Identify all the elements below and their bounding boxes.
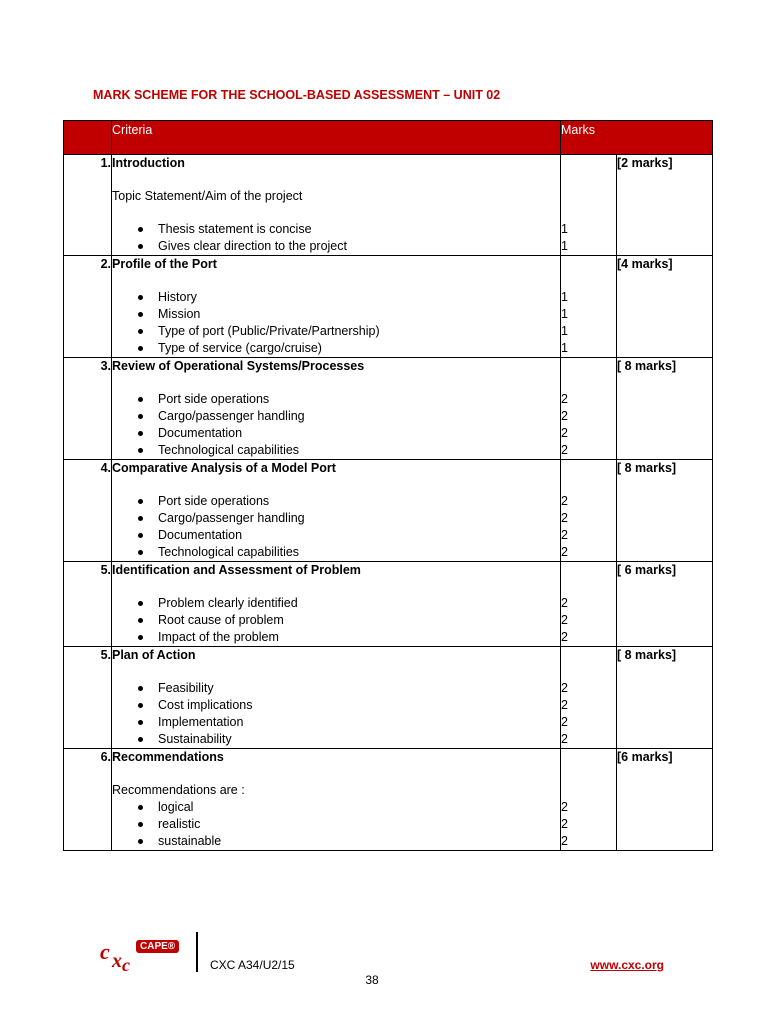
section-number: 1. [64,155,112,256]
section-total: [ 6 marks] [617,562,713,647]
spacer [112,205,560,221]
spacer [561,579,616,595]
list-item: Feasibility [112,680,560,697]
item-mark: 2 [561,545,568,559]
section-total: [ 8 marks] [617,358,713,460]
criteria-list [112,799,560,850]
spacer [112,172,560,188]
logo-glyph-c2: c [122,955,130,973]
table-row [64,256,713,358]
marks-spacer [561,782,616,799]
spacer [112,477,560,493]
item-mark: 2 [561,511,568,525]
logo-glyph-c: c [100,939,110,964]
section-total: [6 marks] [617,749,713,851]
criteria-cell [112,460,561,562]
item-mark: 1 [561,239,568,253]
marks-spacer [561,358,616,375]
table-row [64,460,713,562]
spacer [112,579,560,595]
spacer [561,375,616,391]
item-mark: 2 [561,800,568,814]
criteria-cell [112,562,561,647]
section-title: Plan of Action [112,648,196,662]
marks-spacer [561,647,616,664]
item-marks-cell [561,256,617,358]
item-mark: 2 [561,528,568,542]
list-item: Mission [112,306,560,323]
list-item: Technological capabilities [112,442,560,459]
table-row [64,749,713,851]
criteria-cell [112,647,561,749]
spacer [561,766,616,782]
list-item: Thesis statement is concise [112,221,560,238]
item-mark: 2 [561,409,568,423]
spacer [561,172,616,188]
item-mark: 2 [561,630,568,644]
document-code: CXC A34/U2/15 [210,958,295,972]
criteria-cell [112,358,561,460]
item-mark: 1 [561,324,568,338]
criteria-list [112,493,560,561]
list-item: History [112,289,560,306]
item-marks-cell [561,562,617,647]
item-mark: 2 [561,426,568,440]
criteria-cell [112,256,561,358]
list-item: Root cause of problem [112,612,560,629]
section-title: Recommendations [112,750,224,764]
item-mark: 2 [561,732,568,746]
list-item: Cargo/passenger handling [112,408,560,425]
item-mark: 2 [561,817,568,831]
marks-spacer [561,188,616,205]
item-marks-cell [561,647,617,749]
section-title: Introduction [112,156,185,170]
spacer [561,273,616,289]
section-title: Review of Operational Systems/Processes [112,359,365,373]
marks-spacer [561,562,616,579]
marks-spacer [561,256,616,273]
item-mark: 2 [561,613,568,627]
list-item: Problem clearly identified [112,595,560,612]
section-total: [ 8 marks] [617,460,713,562]
item-marks-cell [561,749,617,851]
criteria-list [112,391,560,459]
criteria-list [112,595,560,646]
list-item: Documentation [112,527,560,544]
table-row [64,562,713,647]
item-mark: 2 [561,715,568,729]
page-number: 38 [365,973,379,987]
item-mark: 1 [561,290,568,304]
item-mark: 2 [561,681,568,695]
item-mark: 1 [561,307,568,321]
item-mark: 2 [561,494,568,508]
website-link[interactable]: www.cxc.org [590,958,664,972]
section-subheading: Topic Statement/Aim of the project [112,189,303,203]
document-title: MARK SCHEME FOR THE SCHOOL-BASED ASSESSMENT – UNIT 02 [93,88,501,102]
criteria-list [112,289,560,357]
criteria-list [112,221,560,255]
spacer [561,477,616,493]
item-mark: 2 [561,596,568,610]
criteria-cell [112,155,561,256]
section-total: [4 marks] [617,256,713,358]
list-item: Documentation [112,425,560,442]
criteria-list [112,680,560,748]
item-mark: 2 [561,392,568,406]
header-marks: Marks [561,121,713,155]
list-item: Technological capabilities [112,544,560,561]
cxc-logo-icon [100,933,200,973]
list-item: sustainable [112,833,560,850]
item-mark: 1 [561,222,568,236]
table-header-row [64,121,713,155]
spacer [112,664,560,680]
table-row [64,155,713,256]
list-item: realistic [112,816,560,833]
section-total: [2 marks] [617,155,713,256]
marks-spacer [561,155,616,172]
logo-glyph-x: x [112,950,122,972]
list-item: Cargo/passenger handling [112,510,560,527]
marks-spacer [561,460,616,477]
section-number: 4. [64,460,112,562]
section-title: Profile of the Port [112,257,217,271]
table-row [64,358,713,460]
spacer [561,205,616,221]
table-row [64,647,713,749]
section-number: 5. [64,562,112,647]
list-item: logical [112,799,560,816]
item-mark: 2 [561,443,568,457]
list-item: Type of service (cargo/cruise) [112,340,560,357]
mark-scheme-table [63,120,713,851]
list-item: Type of port (Public/Private/Partnership) [112,323,560,340]
section-number: 6. [64,749,112,851]
list-item: Port side operations [112,391,560,408]
section-title: Comparative Analysis of a Model Port [112,461,336,475]
table-body [64,155,713,851]
section-number: 5. [64,647,112,749]
section-subheading: Recommendations are : [112,783,245,797]
item-marks-cell [561,460,617,562]
marks-spacer [561,749,616,766]
list-item: Impact of the problem [112,629,560,646]
list-item: Gives clear direction to the project [112,238,560,255]
cape-brand-badge: CAPE® [136,940,179,953]
list-item: Cost implications [112,697,560,714]
spacer [561,664,616,680]
section-title: Identification and Assessment of Problem [112,563,361,577]
section-number: 3. [64,358,112,460]
list-item: Port side operations [112,493,560,510]
item-marks-cell [561,358,617,460]
item-mark: 1 [561,341,568,355]
spacer [112,273,560,289]
item-mark: 2 [561,834,568,848]
header-number-cell [64,121,112,155]
footer-divider [196,932,198,972]
list-item: Implementation [112,714,560,731]
header-criteria: Criteria [112,121,561,155]
item-mark: 2 [561,698,568,712]
item-marks-cell [561,155,617,256]
section-total: [ 8 marks] [617,647,713,749]
section-number: 2. [64,256,112,358]
list-item: Sustainability [112,731,560,748]
spacer [112,766,560,782]
criteria-cell [112,749,561,851]
spacer [112,375,560,391]
